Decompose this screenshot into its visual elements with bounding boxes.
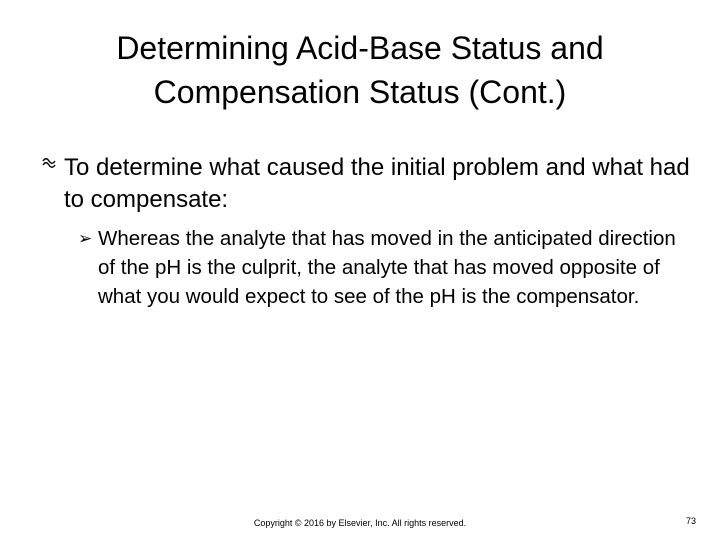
page-number: 73 — [685, 516, 696, 526]
slide-title: Determining Acid-Base Status and Compensation Status (Cont.) — [116, 30, 604, 110]
wave-bullet-icon — [42, 156, 56, 170]
copyright-footer: Copyright © 2016 by Elsevier, Inc. All rights reserved. — [253, 518, 467, 528]
sub-bullet-text: Whereas the analyte that has moved in the anticipated direction of the pH is the culprit, the analyte that has moved opposite of what you would expect to see of the pH is the compensator. — [98, 227, 676, 308]
arrowhead-bullet-icon: ➢ — [78, 229, 93, 249]
bullet-text: To determine what caused the initial problem and what had to compensate: — [64, 154, 690, 213]
